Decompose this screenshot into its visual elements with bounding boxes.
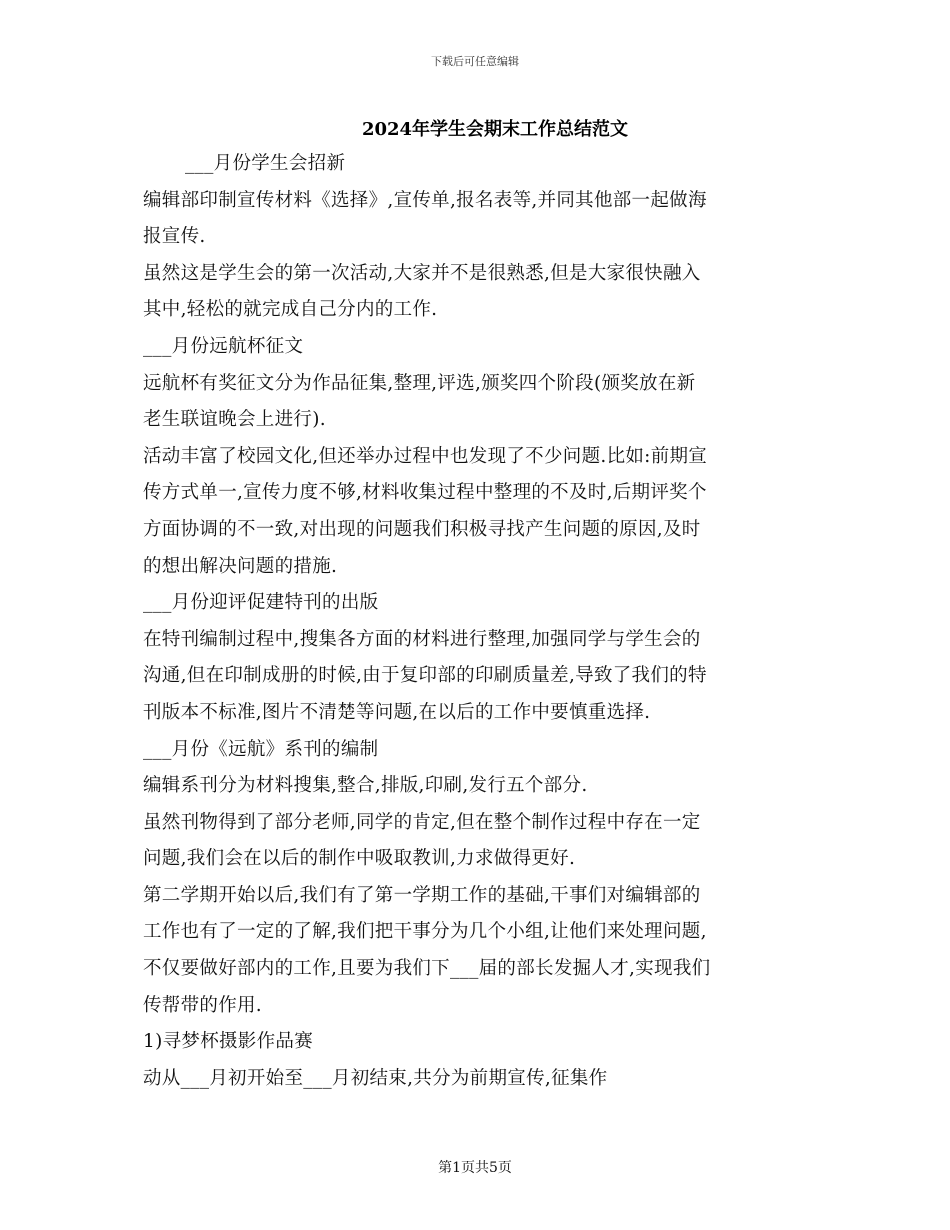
paragraph-line: 传帮带的作用. [143,994,262,1016]
paragraph-line: 问题,我们会在以后的制作中吸取教训,力求做得更好. [143,848,576,870]
paragraph-line: 沟通,但在印制成册的时候,由于复印部的印刷质量差,导致了我们的特 [143,665,707,687]
paragraph-line: 刊版本不标准,图片不清楚等问题,在以后的工作中要慎重选择. [143,701,651,723]
section-heading: 1)寻梦杯摄影作品赛 [143,1031,313,1053]
paragraph-line: 第二学期开始以后,我们有了第一学期工作的基础,干事们对编辑部的 [143,884,701,906]
paragraph-line: 在特刊编制过程中,搜集各方面的材料进行整理,加强同学与学生会的 [143,628,701,650]
paragraph-line: 不仅要做好部内的工作,且要为我们下___届的部长发掘人才,实现我们 [143,958,711,980]
paragraph-line: 虽然这是学生会的第一次活动,大家并不是很熟悉,但是大家很快融入 [143,262,701,284]
paragraph-line: 方面协调的不一致,对出现的问题我们积极寻找产生问题的原因,及时 [143,518,701,540]
paragraph-line: 其中,轻松的就完成自己分内的工作. [143,299,438,321]
section-heading: ___月份学生会招新 [185,153,346,174]
paragraph-line: 编辑部印制宣传材料《选择》,宣传单,报名表等,并同其他部一起做海 [143,189,707,211]
paragraph-line: 传方式单一,宣传力度不够,材料收集过程中整理的不及时,后期评奖个 [143,482,707,504]
section-heading: ___月份远航杯征文 [143,335,304,357]
header-note: 下载后可任意编辑 [431,55,519,68]
paragraph-line: 编辑系刊分为材料搜集,整合,排版,印刷,发行五个部分. [143,775,588,797]
paragraph-line: 报宣传. [143,226,206,248]
paragraph-line: 老生联谊晚会上进行). [143,409,326,431]
paragraph-line: 远航杯有奖征文分为作品征集,整理,评选,颁奖四个阶段(颁奖放在新 [143,372,696,394]
paragraph-line: 工作也有了一定的了解,我们把干事分为几个小组,让他们来处理问题, [143,921,707,943]
paragraph-line: 动从___月初开始至___月初结束,共分为前期宣传,征集作 [143,1067,608,1089]
paragraph-line: 活动丰富了校园文化,但还举办过程中也发现了不少问题.比如:前期宣 [143,445,708,467]
section-heading: ___月份《远航》系刊的编制 [143,738,379,760]
document-body [143,146,808,1097]
paragraph-line: 的想出解决问题的措施. [143,555,338,577]
document-title: 2024年学生会期末工作总结范文 [361,119,629,140]
paragraph-line: 虽然刊物得到了部分老师,同学的肯定,但在整个制作过程中存在一定 [143,811,701,833]
section-heading: ___月份迎评促建特刊的出版 [143,592,379,614]
page-number: 第1页共5页 [438,1160,512,1176]
